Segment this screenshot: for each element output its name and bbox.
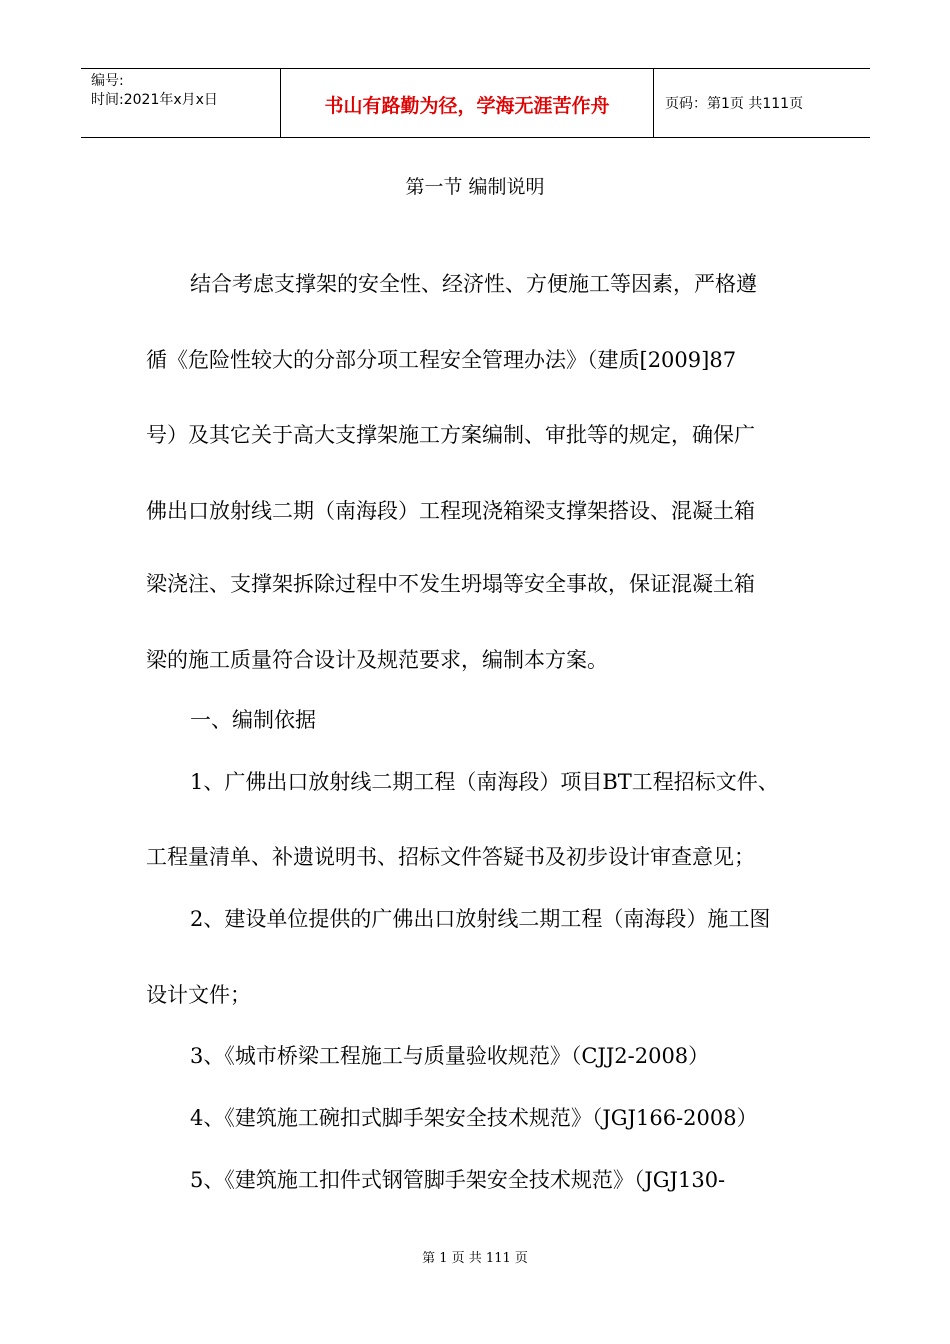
header-divider-right <box>653 69 654 137</box>
list-item: 1、广佛出口放射线二期工程（南海段）项目BT工程招标文件、 <box>190 770 779 794</box>
header-motto: 书山有路勤为径，学海无涯苦作舟 <box>324 95 610 117</box>
body-line: 号）及其它关于高大支撑架施工方案编制、审批等的规定，确保广 <box>146 423 755 447</box>
list-heading: 一、编制依据 <box>190 708 316 732</box>
list-item: 5、《建筑施工扣件式钢管脚手架安全技术规范》（JGJ130- <box>190 1168 726 1192</box>
header-table <box>81 68 870 138</box>
body-line: 佛出口放射线二期（南海段）工程现浇箱梁支撑架搭设、混凝土箱 <box>146 499 755 523</box>
list-item: 2、建设单位提供的广佛出口放射线二期工程（南海段）施工图 <box>190 907 771 931</box>
body-line: 结合考虑支撑架的安全性、经济性、方便施工等因素，严格遵 <box>190 272 757 296</box>
list-item-continuation: 工程量清单、补遗说明书、招标文件答疑书及初步设计审查意见； <box>146 845 755 869</box>
serial-number-label: 编号: <box>91 73 124 89</box>
list-item-continuation: 设计文件； <box>146 983 251 1007</box>
section-title: 第一节 编制说明 <box>405 176 545 198</box>
list-item: 3、《城市桥梁工程施工与质量验收规范》（CJJ2-2008） <box>190 1044 710 1068</box>
body-line: 梁的施工质量符合设计及规范要求，编制本方案。 <box>146 648 608 672</box>
header-left-cell <box>91 72 218 110</box>
body-line: 循《危险性较大的分部分项工程安全管理办法》（建质[2009]87 <box>146 348 737 372</box>
page-footer: 第 1 页 共 111 页 <box>422 1251 528 1266</box>
list-item: 4、《建筑施工碗扣式脚手架安全技术规范》（JGJ166-2008） <box>190 1106 758 1130</box>
body-line: 梁浇注、支撑架拆除过程中不发生坍塌等安全事故，保证混凝土箱 <box>146 572 755 596</box>
time-label: 时间:2021年x月x日 <box>91 92 218 108</box>
header-page-info: 页码：第1页 共111页 <box>665 96 804 112</box>
